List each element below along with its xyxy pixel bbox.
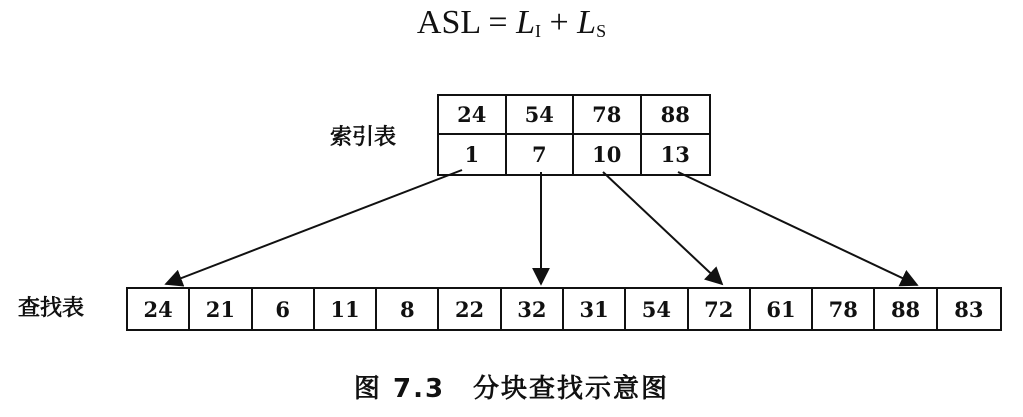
search-cell: 21 (190, 289, 252, 329)
formula-term-2: $L_S$ (577, 4, 607, 41)
index-key-cell: 24 (439, 96, 507, 135)
search-cell: 11 (315, 289, 377, 329)
search-cell: 88 (875, 289, 937, 329)
arrow-block-3 (603, 172, 722, 284)
arrow-block-1 (166, 170, 462, 284)
formula-term-1: $L_I$ (516, 4, 541, 41)
search-cell: 22 (439, 289, 501, 329)
search-cell: 31 (564, 289, 626, 329)
index-key-cell: 54 (507, 96, 575, 135)
index-table-label: 索引表 (330, 125, 397, 150)
figure-title: 分块查找示意图 (473, 374, 670, 404)
index-start-cell: 1 (439, 135, 507, 174)
formula-term-2-sub: S (596, 21, 607, 41)
figure-number: 图 7.3 (353, 374, 446, 404)
search-cell: 54 (626, 289, 688, 329)
search-cell: 8 (377, 289, 439, 329)
index-start-cell: 7 (507, 135, 575, 174)
index-key-cell: 78 (574, 96, 642, 135)
search-cell: 72 (689, 289, 751, 329)
index-start-cell: 13 (660, 142, 690, 167)
search-cell: 24 (128, 289, 190, 329)
search-table-label: 查找表 (18, 296, 85, 321)
search-cell: 83 (954, 296, 984, 322)
search-table (126, 287, 1002, 331)
search-cell: 61 (751, 289, 813, 329)
search-cell: 32 (502, 289, 564, 329)
formula-lhs: ASL (416, 4, 480, 41)
search-cell: 78 (813, 289, 875, 329)
figure-caption (0, 368, 1023, 405)
formula-term-1-sub: I (534, 21, 541, 41)
index-start-cell: 10 (574, 135, 642, 174)
formula-equals: = (488, 4, 508, 41)
search-cell: 6 (253, 289, 315, 329)
arrow-block-4 (678, 172, 917, 285)
index-key-cell: 88 (642, 96, 710, 135)
formula-plus: + (549, 4, 569, 41)
